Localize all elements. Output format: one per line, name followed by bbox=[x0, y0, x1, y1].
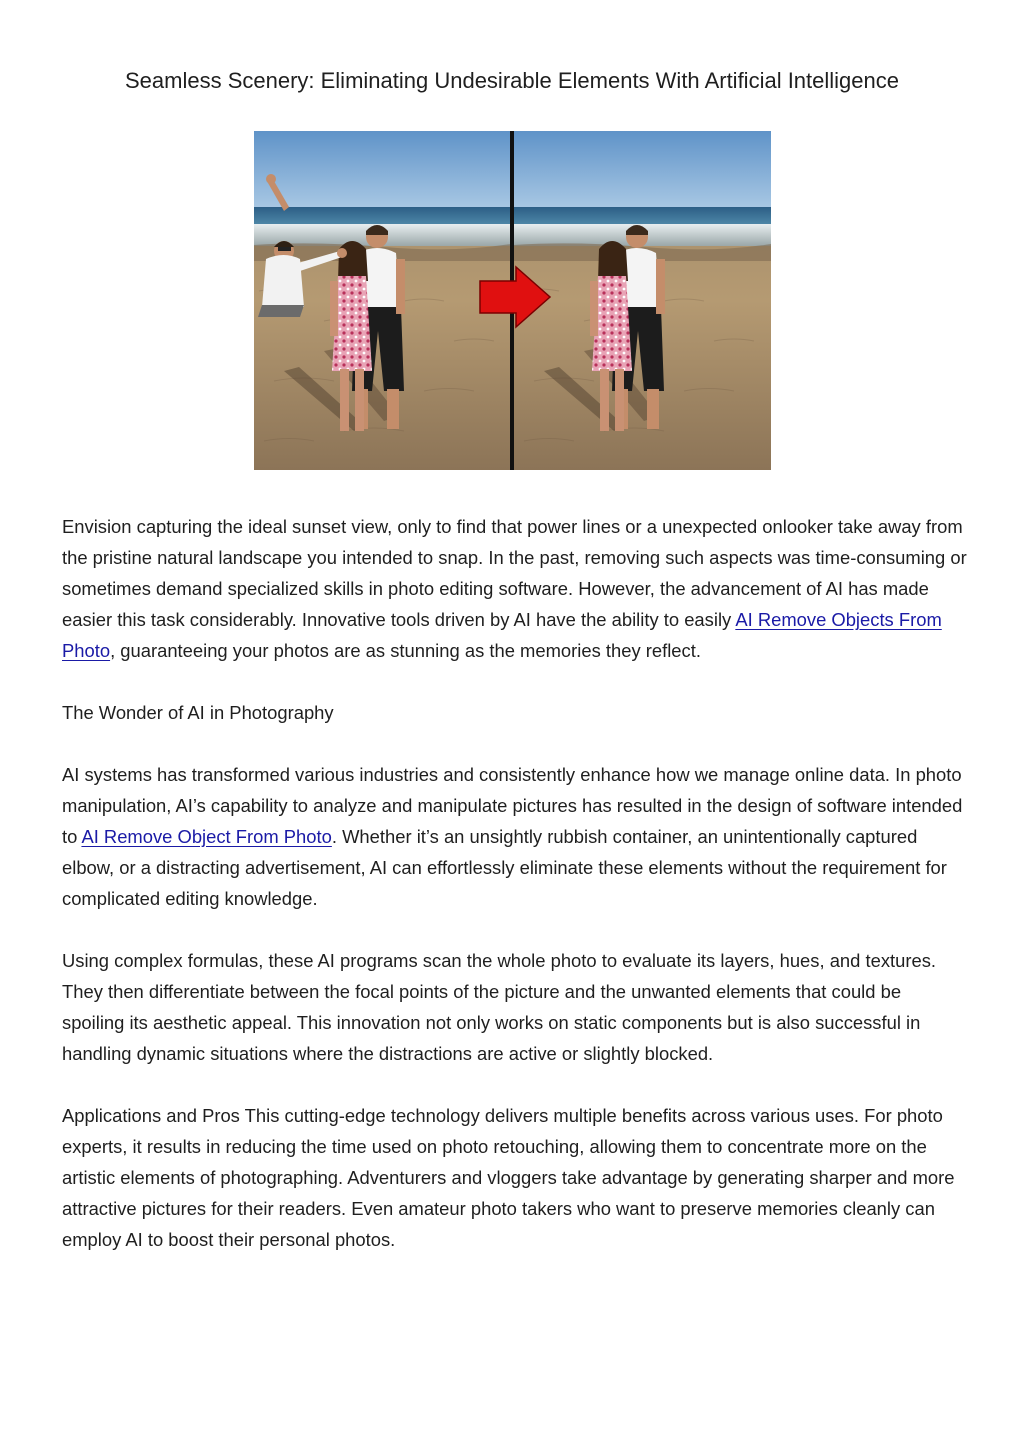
ai-remove-object-link[interactable]: AI Remove Object From Photo bbox=[81, 826, 332, 847]
article-body bbox=[62, 511, 967, 1286]
ai-systems-paragraph: AI systems has transformed various industries and consistently enhance how we manage online data. In photo manipulation, AI’s capability to analyze and manipulate pictures has resulted in the design of software intended to AI Remove Object From Photo. Whether it’s an unsightly rubbish container, an unintentionally captured elbow, or a distracting advertisement, AI can effortlessly eliminate these elements without the requirement for complicated editing knowledge. bbox=[62, 764, 963, 909]
intro-paragraph: Envision capturing the ideal sunset view, only to find that power lines or a unexpected onlooker take away from the pristine natural landscape you intended to snap. In the past, removing such aspects was time-consuming or sometimes demand specialized skills in photo editing software. However, the advancement of AI has made easier this task considerably. Innovative tools driven by AI have the ability to easily AI Remove Objects From Photo, guaranteeing your photos are as stunning as the memories they reflect. bbox=[62, 516, 967, 661]
applications-paragraph: Applications and Pros This cutting-edge technology delivers multiple benefits across various uses. For photo experts, it results in reducing the time used on photo retouching, allowing them to concentrate more on the artistic elements of photographing. Adventurers and vloggers take advantage by generating sharper and more attractive pictures for their readers. Even amateur photo takers who want to preserve memories cleanly can employ AI to boost their personal photos. bbox=[62, 1105, 955, 1250]
ai-remove-objects-link[interactable]: AI Remove Objects From Photo bbox=[62, 609, 942, 661]
before-after-photo bbox=[254, 131, 771, 470]
formulas-paragraph: Using complex formulas, these AI programs scan the whole photo to evaluate its layers, hues, and textures. They then differentiate between the focal points of the picture and the unwanted elements that could be spoiling its aesthetic appeal. This innovation not only works on static components but is also successful in handling dynamic situations where the distractions are active or slightly blocked. bbox=[62, 950, 937, 1064]
section-heading: The Wonder of AI in Photography bbox=[62, 702, 334, 723]
page-title: Seamless Scenery: Eliminating Undesirable Elements With Artificial Intelligence bbox=[124, 68, 899, 93]
